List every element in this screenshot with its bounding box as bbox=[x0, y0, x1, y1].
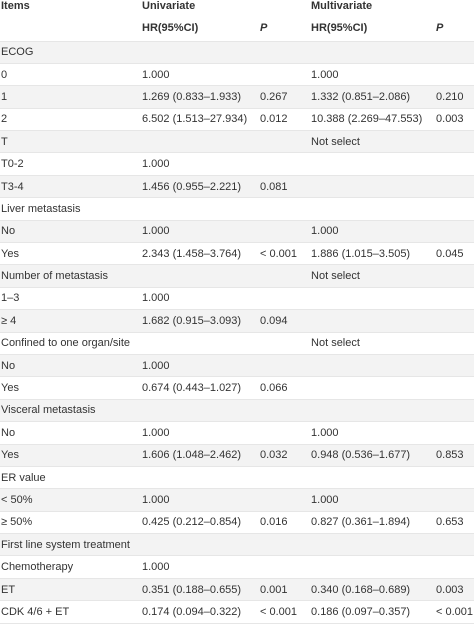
cell-univariate-hr bbox=[141, 41, 259, 63]
cell-item: ER value bbox=[0, 466, 141, 488]
cell-multivariate-p: 0.653 bbox=[435, 511, 474, 533]
table-row bbox=[0, 287, 474, 309]
cell-univariate-hr bbox=[141, 466, 259, 488]
cell-univariate-p bbox=[259, 265, 310, 287]
cell-multivariate-p bbox=[435, 466, 474, 488]
cell-item: ≥ 50% bbox=[0, 511, 141, 533]
cell-univariate-p bbox=[259, 332, 310, 354]
table-row bbox=[0, 153, 474, 175]
cell-univariate-p bbox=[259, 466, 310, 488]
cell-multivariate-hr bbox=[310, 354, 435, 376]
table-row bbox=[0, 63, 474, 85]
table-row bbox=[0, 198, 474, 220]
cell-multivariate-hr: Not select bbox=[310, 265, 435, 287]
cell-univariate-hr: 1.000 bbox=[141, 489, 259, 511]
table-body bbox=[0, 41, 474, 623]
cell-univariate-p: 0.094 bbox=[259, 310, 310, 332]
cell-multivariate-hr: Not select bbox=[310, 131, 435, 153]
cell-multivariate-p bbox=[435, 265, 474, 287]
cell-multivariate-hr: 10.388 (2.269–47.553) bbox=[310, 108, 435, 130]
cell-item: First line system treatment bbox=[0, 534, 141, 556]
cell-multivariate-hr bbox=[310, 287, 435, 309]
cell-univariate-hr bbox=[141, 399, 259, 421]
table-row bbox=[0, 41, 474, 63]
cell-item: Yes bbox=[0, 377, 141, 399]
cell-univariate-p bbox=[259, 198, 310, 220]
cell-univariate-p bbox=[259, 131, 310, 153]
cell-multivariate-hr: 1.000 bbox=[310, 422, 435, 444]
cell-multivariate-p: 0.853 bbox=[435, 444, 474, 466]
cell-multivariate-p bbox=[435, 354, 474, 376]
cell-univariate-hr bbox=[141, 198, 259, 220]
table-row bbox=[0, 265, 474, 287]
cell-item: Liver metastasis bbox=[0, 198, 141, 220]
table-row bbox=[0, 444, 474, 466]
cell-univariate-hr: 1.269 (0.833–1.933) bbox=[141, 86, 259, 108]
table-row bbox=[0, 332, 474, 354]
cell-multivariate-p bbox=[435, 332, 474, 354]
cell-item: T bbox=[0, 131, 141, 153]
cell-multivariate-p: 0.045 bbox=[435, 243, 474, 265]
cell-multivariate-hr bbox=[310, 41, 435, 63]
table-row bbox=[0, 377, 474, 399]
cell-item: < 50% bbox=[0, 489, 141, 511]
cell-univariate-hr: 2.343 (1.458–3.764) bbox=[141, 243, 259, 265]
cell-multivariate-p bbox=[435, 175, 474, 197]
cell-multivariate-p bbox=[435, 310, 474, 332]
cell-univariate-p: 0.012 bbox=[259, 108, 310, 130]
cell-univariate-hr: 0.425 (0.212–0.854) bbox=[141, 511, 259, 533]
cell-univariate-hr: 1.000 bbox=[141, 422, 259, 444]
cell-univariate-hr: 0.351 (0.188–0.655) bbox=[141, 578, 259, 600]
cell-univariate-p bbox=[259, 153, 310, 175]
cell-univariate-p bbox=[259, 534, 310, 556]
cell-item: Confined to one organ/site bbox=[0, 332, 141, 354]
cell-univariate-p bbox=[259, 489, 310, 511]
table-row bbox=[0, 108, 474, 130]
cell-multivariate-p bbox=[435, 153, 474, 175]
cell-univariate-p: 0.267 bbox=[259, 86, 310, 108]
cell-univariate-hr: 0.174 (0.094–0.322) bbox=[141, 601, 259, 623]
cell-univariate-p bbox=[259, 354, 310, 376]
cell-multivariate-hr: 1.000 bbox=[310, 63, 435, 85]
cell-univariate-hr bbox=[141, 534, 259, 556]
cell-item: ECOG bbox=[0, 41, 141, 63]
table-row bbox=[0, 86, 474, 108]
cell-univariate-hr: 6.502 (1.513–27.934) bbox=[141, 108, 259, 130]
cell-item: 0 bbox=[0, 63, 141, 85]
cell-item: ET bbox=[0, 578, 141, 600]
cell-multivariate-p bbox=[435, 41, 474, 63]
cell-univariate-p bbox=[259, 422, 310, 444]
cell-univariate-p bbox=[259, 63, 310, 85]
cell-multivariate-hr bbox=[310, 399, 435, 421]
cell-univariate-hr bbox=[141, 131, 259, 153]
cell-multivariate-p bbox=[435, 556, 474, 578]
cell-univariate-hr: 1.000 bbox=[141, 63, 259, 85]
cell-multivariate-p: < 0.001 bbox=[435, 601, 474, 623]
cell-multivariate-hr: 0.340 (0.168–0.689) bbox=[310, 578, 435, 600]
cell-univariate-hr bbox=[141, 332, 259, 354]
cell-univariate-hr: 1.000 bbox=[141, 153, 259, 175]
cell-univariate-hr: 1.000 bbox=[141, 556, 259, 578]
cell-univariate-hr: 1.000 bbox=[141, 354, 259, 376]
cell-item: Visceral metastasis bbox=[0, 399, 141, 421]
cell-univariate-p: 0.032 bbox=[259, 444, 310, 466]
cell-univariate-hr: 0.674 (0.443–1.027) bbox=[141, 377, 259, 399]
cell-univariate-hr bbox=[141, 265, 259, 287]
cell-univariate-hr: 1.606 (1.048–2.462) bbox=[141, 444, 259, 466]
table-row bbox=[0, 534, 474, 556]
cell-item: T0-2 bbox=[0, 153, 141, 175]
cell-univariate-hr: 1.000 bbox=[141, 220, 259, 242]
table-row bbox=[0, 466, 474, 488]
cell-multivariate-hr: 0.948 (0.536–1.677) bbox=[310, 444, 435, 466]
cell-item: No bbox=[0, 354, 141, 376]
cell-univariate-p bbox=[259, 287, 310, 309]
cell-multivariate-p bbox=[435, 131, 474, 153]
cell-multivariate-hr bbox=[310, 556, 435, 578]
table-row bbox=[0, 422, 474, 444]
header-multivariate-p: P bbox=[435, 16, 474, 41]
cell-multivariate-p bbox=[435, 220, 474, 242]
cell-univariate-p: 0.001 bbox=[259, 578, 310, 600]
cell-multivariate-hr: 0.827 (0.361–1.894) bbox=[310, 511, 435, 533]
cell-multivariate-hr bbox=[310, 377, 435, 399]
table-row bbox=[0, 220, 474, 242]
header-blank bbox=[0, 16, 141, 41]
cell-item: 1–3 bbox=[0, 287, 141, 309]
table-row bbox=[0, 175, 474, 197]
table-row bbox=[0, 131, 474, 153]
header-multivariate: Multivariate bbox=[311, 0, 373, 12]
cell-multivariate-p bbox=[435, 422, 474, 444]
cell-multivariate-hr: 1.332 (0.851–2.086) bbox=[310, 86, 435, 108]
cell-univariate-p bbox=[259, 41, 310, 63]
cell-item: No bbox=[0, 220, 141, 242]
cell-multivariate-hr bbox=[310, 534, 435, 556]
cell-multivariate-hr: 0.186 (0.097–0.357) bbox=[310, 601, 435, 623]
cell-multivariate-p bbox=[435, 198, 474, 220]
cell-univariate-p: 0.066 bbox=[259, 377, 310, 399]
cell-item: Yes bbox=[0, 444, 141, 466]
cell-multivariate-hr bbox=[310, 175, 435, 197]
cell-item: Number of metastasis bbox=[0, 265, 141, 287]
cell-multivariate-hr bbox=[310, 466, 435, 488]
header-items: Items bbox=[1, 0, 30, 12]
cell-multivariate-p bbox=[435, 377, 474, 399]
cell-multivariate-p bbox=[435, 399, 474, 421]
cell-multivariate-hr: 1.000 bbox=[310, 220, 435, 242]
table-row bbox=[0, 399, 474, 421]
cell-item: Chemotherapy bbox=[0, 556, 141, 578]
header-row-groups bbox=[0, 0, 474, 16]
cell-univariate-p: 0.081 bbox=[259, 175, 310, 197]
cell-item: ≥ 4 bbox=[0, 310, 141, 332]
cell-univariate-p bbox=[259, 399, 310, 421]
cell-univariate-p bbox=[259, 556, 310, 578]
header-univariate: Univariate bbox=[142, 0, 196, 12]
cell-multivariate-hr: 1.000 bbox=[310, 489, 435, 511]
cell-multivariate-p bbox=[435, 63, 474, 85]
cell-univariate-p: < 0.001 bbox=[259, 243, 310, 265]
table-row bbox=[0, 243, 474, 265]
header-multivariate-hr: HR(95%CI) bbox=[310, 16, 435, 41]
cell-item: Yes bbox=[0, 243, 141, 265]
header-univariate-p: P bbox=[259, 16, 310, 41]
table-row bbox=[0, 578, 474, 600]
cell-item: CDK 4/6 + ET bbox=[0, 601, 141, 623]
cell-multivariate-hr: 1.886 (1.015–3.505) bbox=[310, 243, 435, 265]
header-univariate-hr: HR(95%CI) bbox=[141, 16, 259, 41]
table-row bbox=[0, 511, 474, 533]
cell-multivariate-hr bbox=[310, 310, 435, 332]
table-row bbox=[0, 354, 474, 376]
table-row bbox=[0, 310, 474, 332]
cell-multivariate-hr bbox=[310, 153, 435, 175]
cell-univariate-hr: 1.456 (0.955–2.221) bbox=[141, 175, 259, 197]
cell-item: No bbox=[0, 422, 141, 444]
cell-multivariate-p: 0.003 bbox=[435, 108, 474, 130]
table-row bbox=[0, 489, 474, 511]
cell-item: 1 bbox=[0, 86, 141, 108]
cell-multivariate-p: 0.003 bbox=[435, 578, 474, 600]
cell-univariate-hr: 1.000 bbox=[141, 287, 259, 309]
table-row bbox=[0, 556, 474, 578]
cell-multivariate-hr bbox=[310, 198, 435, 220]
cell-multivariate-p bbox=[435, 489, 474, 511]
cell-multivariate-p bbox=[435, 534, 474, 556]
cell-multivariate-p: 0.210 bbox=[435, 86, 474, 108]
cell-univariate-p bbox=[259, 220, 310, 242]
cell-multivariate-p bbox=[435, 287, 474, 309]
header-row-columns bbox=[0, 16, 474, 41]
cell-multivariate-hr: Not select bbox=[310, 332, 435, 354]
cell-univariate-p: < 0.001 bbox=[259, 601, 310, 623]
cell-item: 2 bbox=[0, 108, 141, 130]
cell-item: T3-4 bbox=[0, 175, 141, 197]
cell-univariate-p: 0.016 bbox=[259, 511, 310, 533]
cell-univariate-hr: 1.682 (0.915–3.093) bbox=[141, 310, 259, 332]
